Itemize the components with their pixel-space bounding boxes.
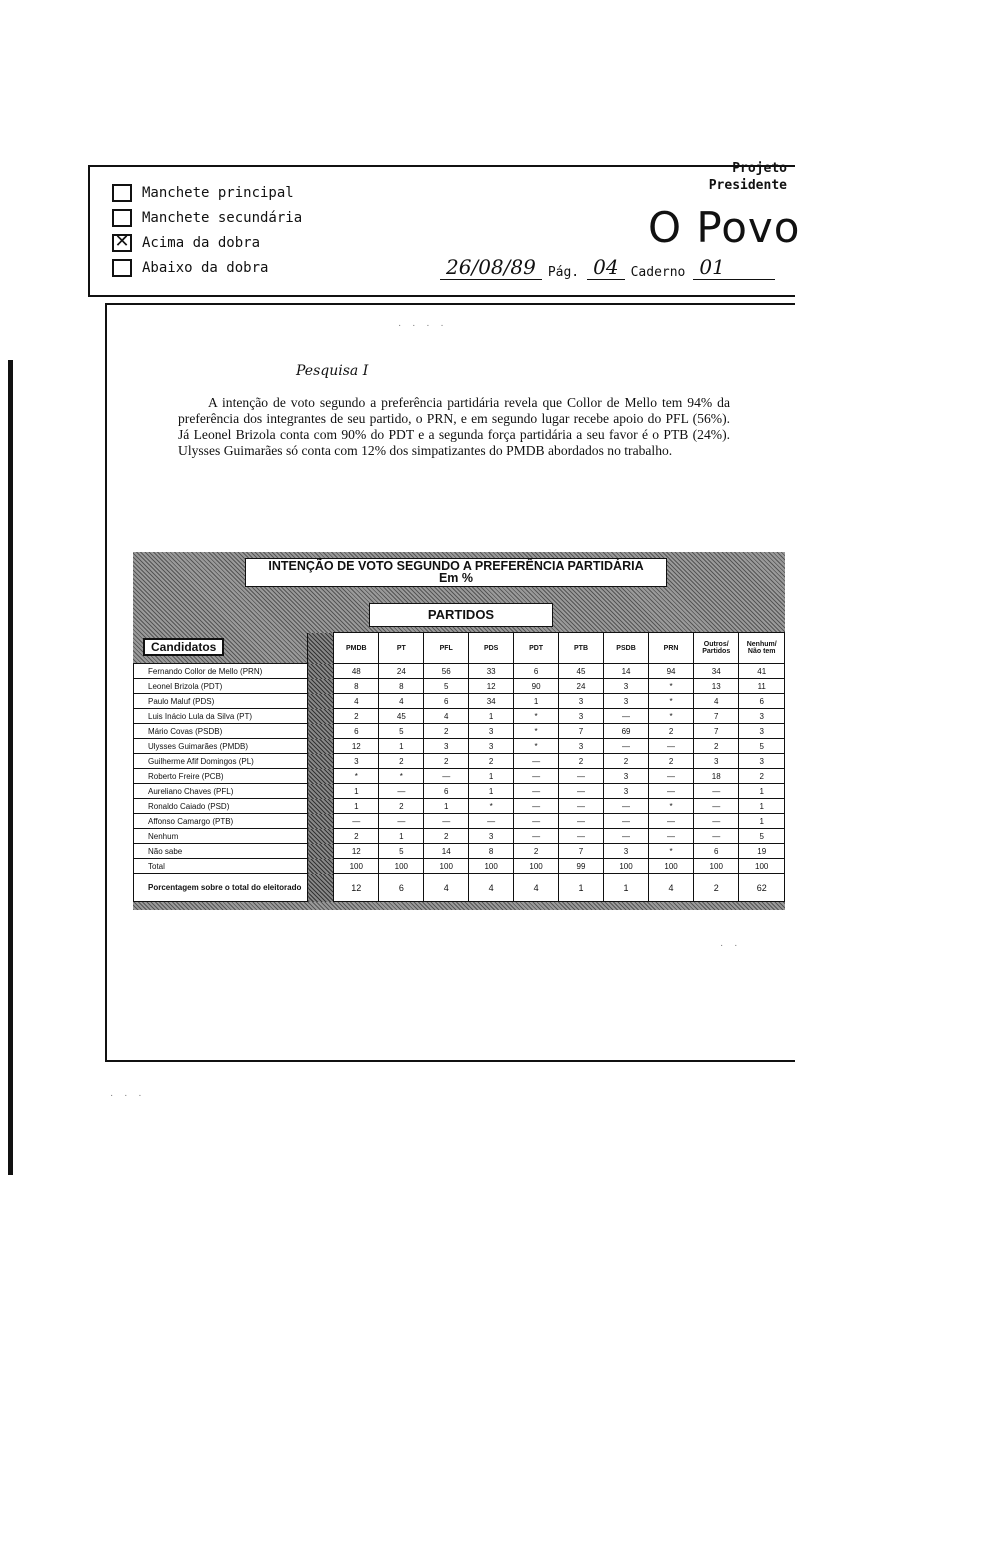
table-cell: — [559, 829, 604, 844]
scan-speckle: · · [720, 940, 742, 951]
shaded-column [308, 814, 334, 829]
table-cell: 1 [379, 739, 424, 754]
table-cell: * [469, 799, 514, 814]
table-cell: * [649, 799, 694, 814]
candidate-name: Nenhum [134, 829, 308, 844]
column-header: PFL [424, 633, 469, 664]
table-title [245, 558, 667, 587]
table-cell: 1 [424, 799, 469, 814]
candidate-name: Mário Covas (PSDB) [134, 724, 308, 739]
shaded-column [308, 724, 334, 739]
table-cell: 1 [739, 784, 785, 799]
table-cell: 1 [603, 874, 648, 902]
table-cell: 2 [424, 724, 469, 739]
table-cell: * [514, 724, 559, 739]
checklist-item-manchete-secundaria [112, 205, 302, 230]
table-cell: 62 [739, 874, 785, 902]
table-cell: 12 [334, 874, 379, 902]
project-line-2: Presidente [708, 178, 787, 193]
table-cell: 2 [334, 709, 379, 724]
column-header: PT [379, 633, 424, 664]
table-cell: — [424, 769, 469, 784]
table-cell: 100 [469, 859, 514, 874]
candidate-name: Ulysses Guimarães (PMDB) [134, 739, 308, 754]
shaded-column [308, 633, 334, 664]
table-cell: — [649, 814, 694, 829]
table-cell: 3 [603, 694, 648, 709]
table-title-text: INTENÇÃO DE VOTO SEGUNDO A PREFERÊNCIA PARTIDÁRIA [268, 559, 644, 573]
table-cell: 5 [379, 844, 424, 859]
article-paragraph: A intenção de voto segundo a preferência partidária revela que Collor de Mello tem 94% da preferência dos integrantes de seu partido, o PRN, e em segundo lugar recebe apoio do PFL (56%). Já Leonel Brizola conta com 90% do PDT e a segunda força partidária a seu favor é o PTB (24%). Ulysses Guimarães só conta com 12% dos simpatizantes do PMDB abordados no trabalho. [178, 395, 730, 458]
table-cell: 3 [603, 844, 648, 859]
table-cell: 12 [334, 739, 379, 754]
table-row [134, 784, 785, 799]
table-cell: — [379, 784, 424, 799]
table-cell: 6 [334, 724, 379, 739]
candidate-name: Luis Inácio Lula da Silva (PT) [134, 709, 308, 724]
table-cell: 12 [469, 679, 514, 694]
table-cell: 2 [379, 799, 424, 814]
table-cell: — [603, 739, 648, 754]
table-cell: 2 [649, 754, 694, 769]
shaded-column [308, 664, 334, 679]
table-cell: 3 [424, 739, 469, 754]
table-cell: — [514, 754, 559, 769]
table-cell: — [514, 814, 559, 829]
table-row [134, 769, 785, 784]
table-cell: 94 [649, 664, 694, 679]
table-cell: 5 [424, 679, 469, 694]
table-cell: 1 [334, 799, 379, 814]
candidate-name: Affonso Camargo (PTB) [134, 814, 308, 829]
checkbox-icon [112, 184, 132, 202]
date-page-line [440, 255, 775, 280]
table-cell: — [424, 814, 469, 829]
handwritten-page: 04 [587, 255, 624, 280]
table-subtitle: Em % [438, 571, 474, 585]
partidos-header: PARTIDOS [369, 603, 553, 627]
table-cell: 3 [603, 784, 648, 799]
table-cell: 7 [559, 844, 604, 859]
table-cell: — [603, 799, 648, 814]
table-cell: 6 [379, 874, 424, 902]
table-cell: — [603, 814, 648, 829]
table-cell: 13 [694, 679, 739, 694]
table-cell: 3 [739, 754, 785, 769]
table-cell: — [649, 769, 694, 784]
table-cell: 6 [739, 694, 785, 709]
shaded-column [308, 874, 334, 902]
table-cell: 3 [739, 709, 785, 724]
table-cell: — [514, 784, 559, 799]
table-cell: * [649, 694, 694, 709]
checkbox-icon [112, 209, 132, 227]
shaded-column [308, 844, 334, 859]
table-cell: — [694, 814, 739, 829]
table-cell: 8 [334, 679, 379, 694]
table-cell: 11 [739, 679, 785, 694]
table-cell: 18 [694, 769, 739, 784]
candidate-name: Leonel Brizola (PDT) [134, 679, 308, 694]
table-cell: 3 [559, 739, 604, 754]
table-cell: — [694, 829, 739, 844]
column-header: PSDB [603, 633, 648, 664]
table-cell: 4 [379, 694, 424, 709]
table-cell: 1 [739, 799, 785, 814]
table-cell: 100 [739, 859, 785, 874]
page-label: Pág. [547, 265, 580, 280]
table-cell: 4 [649, 874, 694, 902]
table-row [134, 694, 785, 709]
column-header: PRN [649, 633, 694, 664]
candidate-name: Paulo Maluf (PDS) [134, 694, 308, 709]
table-cell: 56 [424, 664, 469, 679]
checklist-label: Abaixo da dobra [142, 259, 269, 276]
table-cell: 3 [739, 724, 785, 739]
checkbox-icon [112, 259, 132, 277]
table-cell: 3 [469, 829, 514, 844]
table-cell: 2 [514, 844, 559, 859]
candidatos-header: Candidatos [143, 638, 224, 656]
project-label [709, 160, 787, 194]
table-row [134, 754, 785, 769]
table-cell: 100 [603, 859, 648, 874]
table-cell: 1 [559, 874, 604, 902]
checklist-item-acima-da-dobra [112, 230, 302, 255]
table-cell: 48 [334, 664, 379, 679]
table-cell: — [694, 784, 739, 799]
table-cell: 8 [379, 679, 424, 694]
table-cell: 3 [469, 739, 514, 754]
checked-box-icon: ✕ [112, 234, 132, 252]
newspaper-name: O Povo [648, 203, 801, 252]
table-cell: — [334, 814, 379, 829]
table-row [134, 799, 785, 814]
table-cell: 2 [379, 754, 424, 769]
table-cell: — [469, 814, 514, 829]
table-cell: 2 [649, 724, 694, 739]
table-cell: — [559, 769, 604, 784]
table-cell: — [379, 814, 424, 829]
table-cell: — [649, 829, 694, 844]
table-cell: 1 [469, 709, 514, 724]
poll-table-graphic [133, 552, 785, 910]
table-cell: — [514, 829, 559, 844]
shaded-column [308, 754, 334, 769]
shaded-column [308, 739, 334, 754]
table-cell: 34 [469, 694, 514, 709]
table-cell: 3 [469, 724, 514, 739]
shaded-column [308, 769, 334, 784]
table-row [134, 844, 785, 859]
table-cell: 2 [424, 829, 469, 844]
table-cell: 1 [739, 814, 785, 829]
table-cell: — [649, 739, 694, 754]
table-cell: 41 [739, 664, 785, 679]
table-cell: 2 [603, 754, 648, 769]
table-cell: 6 [424, 694, 469, 709]
table-cell: 1 [469, 769, 514, 784]
table-cell: 8 [469, 844, 514, 859]
table-cell: 24 [559, 679, 604, 694]
checklist-label: Manchete secundária [142, 209, 303, 226]
candidate-name: Fernando Collor de Mello (PRN) [134, 664, 308, 679]
table-cell: 3 [694, 754, 739, 769]
table-cell: — [694, 799, 739, 814]
table-cell: 45 [379, 709, 424, 724]
table-cell: 3 [334, 754, 379, 769]
candidate-name: Aureliano Chaves (PFL) [134, 784, 308, 799]
column-header: PDT [514, 633, 559, 664]
column-header: PTB [559, 633, 604, 664]
table-cell: 2 [739, 769, 785, 784]
column-header: Nenhum/ Não tem [739, 633, 785, 664]
candidate-name: Total [134, 859, 308, 874]
table-cell: 2 [469, 754, 514, 769]
table-cell: 4 [694, 694, 739, 709]
table-cell: * [649, 844, 694, 859]
table-cell: 100 [694, 859, 739, 874]
scan-speckle: · · · · [398, 320, 448, 331]
table-cell: 12 [334, 844, 379, 859]
table-cell: 3 [559, 709, 604, 724]
table-cell: 1 [469, 784, 514, 799]
table-cell: — [559, 814, 604, 829]
table-header-row [134, 633, 785, 664]
column-header: PDS [469, 633, 514, 664]
scan-edge-bar [8, 360, 13, 1175]
table-row [134, 829, 785, 844]
table-cell: 69 [603, 724, 648, 739]
table-cell: 4 [424, 874, 469, 902]
table-cell: 90 [514, 679, 559, 694]
table-cell: — [649, 784, 694, 799]
table-cell: 14 [603, 664, 648, 679]
table-cell: 100 [514, 859, 559, 874]
table-cell: — [603, 709, 648, 724]
table-row [134, 664, 785, 679]
table-cell: 4 [514, 874, 559, 902]
table-cell: 24 [379, 664, 424, 679]
table-cell: 1 [514, 694, 559, 709]
project-line-1: Projeto [732, 161, 787, 176]
table-cell: 3 [559, 694, 604, 709]
table-cell: 3 [603, 679, 648, 694]
handwritten-caderno: 01 [693, 255, 775, 280]
table-cell: 100 [424, 859, 469, 874]
percentage-row [134, 874, 785, 902]
handwritten-note: Pesquisa I [296, 363, 369, 379]
candidate-name: Porcentagem sobre o total do eleitorado [134, 874, 308, 902]
table-cell: * [334, 769, 379, 784]
table-row [134, 739, 785, 754]
table-cell: — [559, 799, 604, 814]
checklist-item-manchete-principal [112, 180, 302, 205]
poll-table [133, 632, 785, 902]
table-cell: 4 [469, 874, 514, 902]
shaded-column [308, 694, 334, 709]
table-cell: 6 [514, 664, 559, 679]
table-cell: 100 [649, 859, 694, 874]
table-row [134, 679, 785, 694]
shaded-column [308, 784, 334, 799]
table-cell: 45 [559, 664, 604, 679]
caderno-label: Caderno [630, 265, 686, 280]
shaded-column [308, 829, 334, 844]
column-header: PMDB [334, 633, 379, 664]
candidate-name: Roberto Freire (PCB) [134, 769, 308, 784]
table-cell: 7 [694, 724, 739, 739]
table-cell: 14 [424, 844, 469, 859]
table-cell: 99 [559, 859, 604, 874]
table-cell: * [649, 679, 694, 694]
table-cell: 1 [379, 829, 424, 844]
table-cell: 5 [739, 829, 785, 844]
table-cell: 3 [603, 769, 648, 784]
checklist-label: Manchete principal [142, 184, 294, 201]
candidate-name: Guilherme Afif Domingos (PL) [134, 754, 308, 769]
table-cell: 100 [379, 859, 424, 874]
shaded-column [308, 859, 334, 874]
table-cell: 2 [424, 754, 469, 769]
table-cell: 7 [559, 724, 604, 739]
placement-checklist [112, 180, 302, 280]
table-cell: 2 [694, 874, 739, 902]
table-cell: 33 [469, 664, 514, 679]
table-cell: 100 [334, 859, 379, 874]
shaded-column [308, 709, 334, 724]
table-cell: — [603, 829, 648, 844]
table-cell: 19 [739, 844, 785, 859]
table-cell: 2 [694, 739, 739, 754]
table-cell: * [514, 709, 559, 724]
table-cell: — [514, 799, 559, 814]
table-row [134, 709, 785, 724]
table-row [134, 724, 785, 739]
table-cell: 2 [559, 754, 604, 769]
table-cell: — [559, 784, 604, 799]
candidate-name: Ronaldo Caiado (PSD) [134, 799, 308, 814]
table-cell: 7 [694, 709, 739, 724]
scan-speckle: · · · [110, 1090, 146, 1101]
checklist-item-abaixo-da-dobra [112, 255, 302, 280]
table-cell: * [514, 739, 559, 754]
checklist-label: Acima da dobra [142, 234, 261, 251]
table-cell: 5 [739, 739, 785, 754]
shaded-column [308, 799, 334, 814]
column-header: Outros/ Partidos [694, 633, 739, 664]
table-cell: * [379, 769, 424, 784]
table-cell: 6 [424, 784, 469, 799]
table-cell: * [649, 709, 694, 724]
table-cell: 2 [334, 829, 379, 844]
table-cell: 34 [694, 664, 739, 679]
table-cell: 5 [379, 724, 424, 739]
table-cell: 4 [334, 694, 379, 709]
table-row [134, 859, 785, 874]
table-cell: — [514, 769, 559, 784]
shaded-column [308, 679, 334, 694]
table-cell: 6 [694, 844, 739, 859]
handwritten-date: 26/08/89 [440, 255, 542, 280]
table-cell: 1 [334, 784, 379, 799]
table-cell: 4 [424, 709, 469, 724]
table-row [134, 814, 785, 829]
candidate-name: Não sabe [134, 844, 308, 859]
